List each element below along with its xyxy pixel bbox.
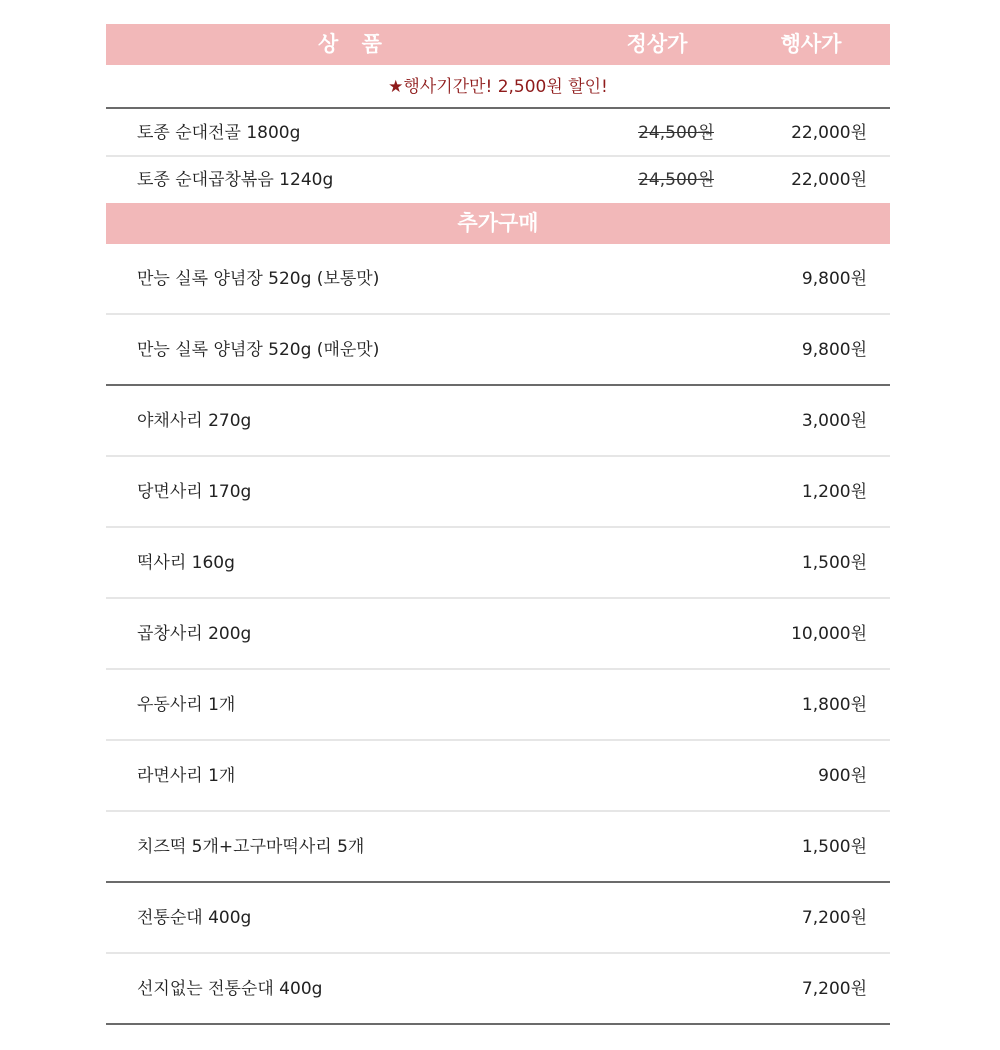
item-price: 1,200원	[801, 482, 867, 502]
header-sale-price: 행사가	[780, 32, 842, 56]
item-name: 만능 실록 양념장 520g (보통맛)	[137, 269, 380, 289]
table-row	[106, 883, 890, 954]
table-row	[106, 528, 890, 599]
extra-purchase-header: 추가구매	[106, 203, 890, 244]
header-product: 상 품	[318, 32, 390, 56]
table-row	[106, 954, 890, 1025]
item-price: 1,500원	[801, 553, 867, 573]
sale-price: 22,000원	[791, 123, 867, 143]
table-row	[106, 670, 890, 741]
table-row	[106, 244, 890, 315]
table-row	[106, 812, 890, 883]
item-name: 토종 순대곱창볶음 1240g	[137, 170, 334, 190]
item-name: 치즈떡 5개+고구마떡사리 5개	[137, 837, 365, 857]
header-regular-price: 정상가	[626, 32, 688, 56]
item-name: 토종 순대전골 1800g	[137, 123, 301, 143]
item-price: 1,500원	[801, 837, 867, 857]
item-name: 라면사리 1개	[137, 766, 236, 786]
table-row	[106, 386, 890, 457]
regular-price: 24,500원	[638, 123, 714, 143]
item-price: 9,800원	[801, 269, 867, 289]
table-header	[106, 24, 890, 65]
table-row	[106, 109, 890, 157]
item-name: 떡사리 160g	[137, 553, 235, 573]
item-name: 선지없는 전통순대 400g	[137, 979, 323, 999]
price-table	[106, 24, 890, 1025]
item-price: 10,000원	[791, 624, 867, 644]
table-row	[106, 315, 890, 386]
regular-price: 24,500원	[638, 170, 714, 190]
item-name: 만능 실록 양념장 520g (매운맛)	[137, 340, 380, 360]
table-row	[106, 157, 890, 203]
item-price: 1,800원	[801, 695, 867, 715]
table-row	[106, 599, 890, 670]
item-price: 7,200원	[801, 908, 867, 928]
table-row	[106, 741, 890, 812]
item-price: 7,200원	[801, 979, 867, 999]
item-name: 우동사리 1개	[137, 695, 236, 715]
promo-banner: ★행사기간만! 2,500원 할인!	[106, 65, 890, 109]
item-name: 전통순대 400g	[137, 908, 252, 928]
item-price: 3,000원	[801, 411, 867, 431]
item-name: 곱창사리 200g	[137, 624, 252, 644]
item-price: 900원	[818, 766, 867, 786]
item-name: 당면사리 170g	[137, 482, 252, 502]
item-name: 야채사리 270g	[137, 411, 252, 431]
table-row	[106, 457, 890, 528]
sale-price: 22,000원	[791, 170, 867, 190]
item-price: 9,800원	[801, 340, 867, 360]
